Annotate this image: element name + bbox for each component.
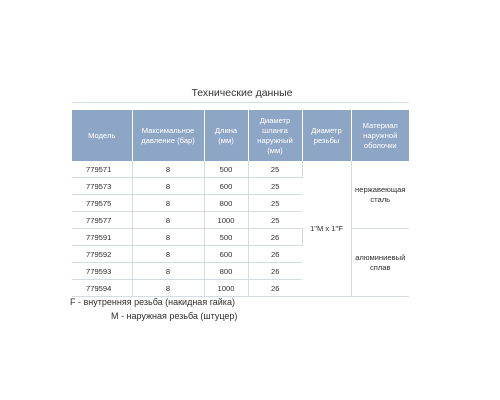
- note-female-thread: F - внутренняя резьба (накидная гайка): [70, 297, 235, 307]
- cell-model: 779571: [72, 161, 132, 178]
- cell-pressure: 8: [132, 161, 204, 178]
- cell-pressure: 8: [132, 280, 204, 297]
- cell-length: 800: [204, 195, 248, 212]
- specs-table: [72, 110, 409, 297]
- cell-length: 600: [204, 178, 248, 195]
- cell-diameter: 26: [248, 229, 302, 246]
- header-hose-diameter: Диаметр шланга наружный (мм): [248, 110, 302, 161]
- cell-material-aluminium: алюминиевый сплав: [351, 229, 409, 297]
- cell-diameter: 25: [248, 212, 302, 229]
- header-pressure: Максимальное давление (бар): [132, 110, 204, 161]
- table-header-row: [72, 110, 409, 161]
- page-title: Технические данные: [191, 87, 293, 99]
- cell-length: 600: [204, 246, 248, 263]
- table-row: [72, 161, 409, 178]
- cell-length: 1000: [204, 280, 248, 297]
- cell-material-steel: нержавеющая сталь: [351, 161, 409, 229]
- cell-length: 800: [204, 263, 248, 280]
- header-thread-diameter: Диаметр резьбы: [302, 110, 351, 161]
- cell-pressure: 8: [132, 229, 204, 246]
- cell-diameter: 25: [248, 161, 302, 178]
- cell-diameter: 25: [248, 178, 302, 195]
- cell-pressure: 8: [132, 195, 204, 212]
- title-divider: [72, 102, 409, 103]
- cell-length: 500: [204, 161, 248, 178]
- cell-diameter: 26: [248, 263, 302, 280]
- cell-thread: 1"M x 1"F: [302, 161, 351, 297]
- header-model: Модель: [72, 110, 132, 161]
- cell-diameter: 26: [248, 280, 302, 297]
- header-length: Длина (мм): [204, 110, 248, 161]
- cell-pressure: 8: [132, 246, 204, 263]
- cell-model: 779575: [72, 195, 132, 212]
- cell-pressure: 8: [132, 178, 204, 195]
- cell-model: 779593: [72, 263, 132, 280]
- cell-model: 779577: [72, 212, 132, 229]
- cell-model: 779592: [72, 246, 132, 263]
- note-male-thread: M - наружная резьба (штуцер): [111, 311, 238, 321]
- cell-length: 1000: [204, 212, 248, 229]
- cell-model: 779591: [72, 229, 132, 246]
- cell-pressure: 8: [132, 212, 204, 229]
- table-row: [72, 229, 409, 246]
- cell-diameter: 26: [248, 246, 302, 263]
- cell-model: 779573: [72, 178, 132, 195]
- cell-model: 779594: [72, 280, 132, 297]
- cell-diameter: 25: [248, 195, 302, 212]
- cell-pressure: 8: [132, 263, 204, 280]
- header-material: Материал наружной оболочки: [351, 110, 409, 161]
- cell-length: 500: [204, 229, 248, 246]
